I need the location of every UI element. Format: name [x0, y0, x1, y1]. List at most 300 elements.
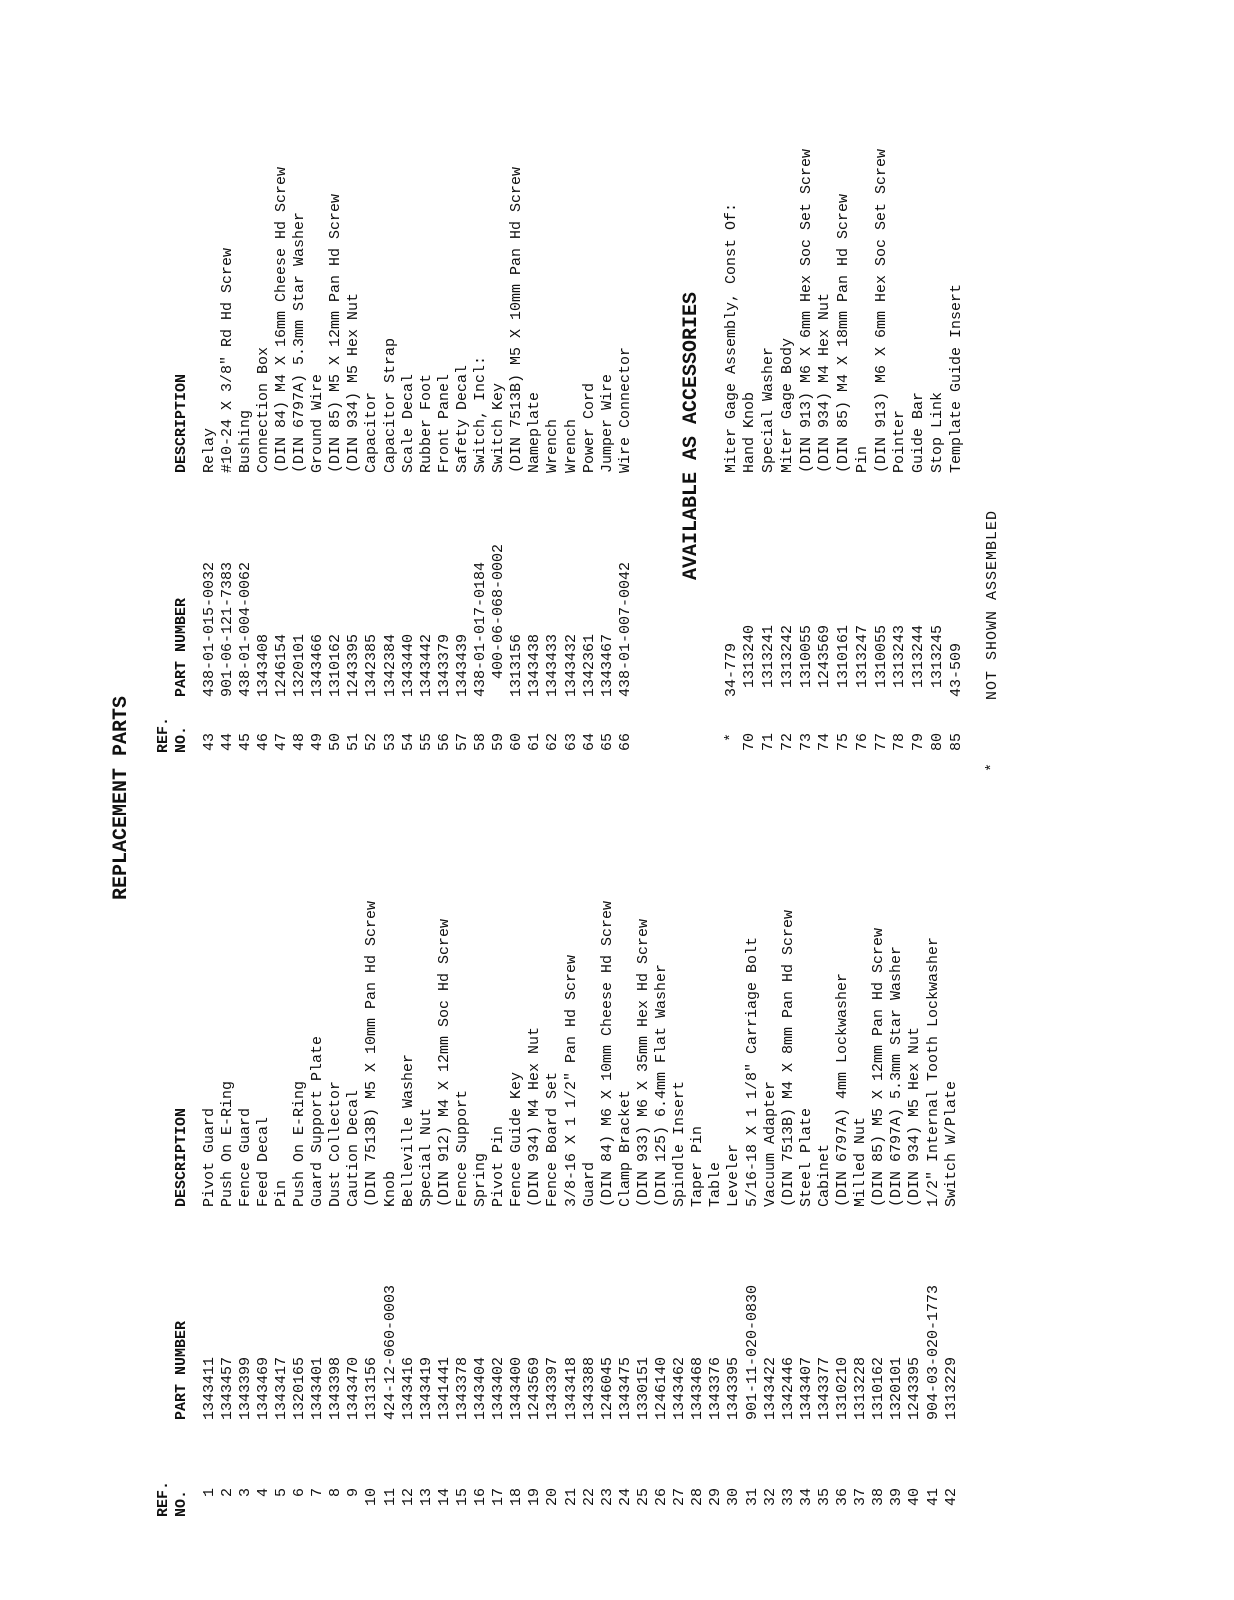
ref-number-text: 77 [872, 733, 890, 752]
ref-number-text: 61 [526, 733, 544, 752]
ref-number-text: 26 [653, 1488, 671, 1507]
part-number [273, 634, 291, 697]
part-number-text: 1343468 [689, 1356, 707, 1420]
part-number-text: 1243395 [906, 1356, 924, 1420]
ref-number [273, 733, 291, 793]
description-text: (DIN 125) 6.4mm Flat Washer [653, 963, 671, 1207]
description-text: Milled Nut [852, 1116, 870, 1207]
description-text: Spring [472, 1152, 490, 1207]
ref-number-text: 3 [236, 1488, 254, 1498]
ref-number-text: 6 [291, 1488, 309, 1498]
ref-number-text: 21 [562, 1488, 580, 1507]
ref-number-text: 54 [399, 733, 417, 752]
part-number [892, 625, 910, 697]
part-number [328, 634, 346, 697]
description-text: Fence Guide Key [508, 1071, 526, 1207]
table-row [779, 0, 797, 1600]
table-row [798, 0, 816, 1600]
table-row [454, 0, 472, 1600]
part-number-text: 1343422 [761, 1356, 779, 1420]
ref-number-text: 70 [741, 733, 759, 752]
ref-number [237, 733, 255, 793]
ref-number [364, 733, 382, 793]
table-row [761, 0, 779, 1600]
header-text: REF. [155, 716, 172, 753]
description-text: Hand Knob [741, 391, 759, 473]
description-text: Special Washer [760, 346, 778, 473]
ref-number [346, 733, 364, 793]
description-text: Miter Gage Body [778, 337, 796, 473]
ref-number [635, 1488, 653, 1548]
part-number-text: 1310210 [834, 1356, 852, 1420]
description [911, 392, 929, 473]
part-number-text: 1313156 [508, 633, 526, 697]
part-number-text: 1343419 [417, 1356, 435, 1420]
part-number [545, 634, 563, 697]
table-row [929, 0, 947, 1600]
description-text: Nameplate [526, 391, 544, 473]
description-text: #10-24 X 3/8" Rd Hd Screw [218, 247, 236, 473]
part-number-text: 438-01-007-0042 [616, 561, 634, 697]
part-number-text: 1343407 [797, 1356, 815, 1420]
description-text: Special Nut [417, 1107, 435, 1207]
part-number-text: 34-779 [722, 642, 740, 697]
ref-number [292, 733, 310, 793]
ref-number [873, 733, 891, 793]
part-number-text: 1343397 [544, 1356, 562, 1420]
description-text: (DIN 7513B) M5 X 10mm Pan Hd Screw [363, 900, 381, 1207]
ref-number-text: 14 [435, 1488, 453, 1507]
description-text: Switch W/Plate [942, 1080, 960, 1207]
part-number-text: 901-11-020-0830 [743, 1284, 761, 1420]
table-row [219, 0, 237, 1600]
ref-number-text: 58 [472, 733, 490, 752]
part-number-text: 1343439 [453, 633, 471, 697]
part-number-text: 1313228 [852, 1356, 870, 1420]
footnote-marker [985, 763, 1000, 772]
description-text: Miter Gage Assembly, Const Of: [722, 202, 740, 473]
ref-number [599, 733, 617, 793]
part-number [635, 1357, 653, 1420]
part-number-text: 1313229 [942, 1356, 960, 1420]
part-number-text: 1343467 [598, 633, 616, 697]
page-title [112, 696, 132, 900]
ref-number-text: 64 [580, 733, 598, 752]
ref-number [929, 733, 947, 793]
part-number-text: 1310161 [835, 624, 853, 688]
ref-number [509, 733, 527, 793]
table-row [473, 0, 491, 1600]
ref-number [672, 1488, 690, 1548]
part-number-text: 1343433 [544, 633, 562, 697]
ref-number-text: 22 [580, 1488, 598, 1507]
part-number [654, 1357, 672, 1420]
ref-number-text: 74 [816, 733, 834, 752]
ref-number-text: 50 [327, 733, 345, 752]
ref-number-text: 75 [835, 733, 853, 752]
part-number [418, 634, 436, 697]
ref-number-text: 49 [309, 733, 327, 752]
ref-number [219, 733, 237, 793]
description [563, 419, 581, 473]
part-number-text: 1246154 [272, 633, 290, 697]
part-number [599, 634, 617, 697]
accessories-title-text: AVAILABLE AS ACCESSORIES [680, 291, 703, 580]
part-number [310, 634, 328, 697]
ref-number [817, 733, 835, 793]
ref-number-text: 7 [309, 1488, 327, 1498]
description-text: Pivot Guard [200, 1107, 218, 1207]
part-number-text: 438-01-004-0062 [236, 561, 254, 697]
ref-number [418, 733, 436, 793]
ref-number-text: 71 [760, 733, 778, 752]
header-text: DESCRIPTION [173, 373, 190, 473]
description-text: Wrench [544, 418, 562, 473]
description-header-right [174, 374, 189, 473]
description [654, 964, 672, 1207]
part-number-text: 1313241 [760, 624, 778, 688]
ref-number [690, 1488, 708, 1548]
description-text: Belleville Washer [399, 1053, 417, 1207]
ref-number [473, 733, 491, 793]
table-row [328, 0, 346, 1600]
description-text: Wire Connector [616, 346, 634, 473]
description-text: (DIN 933) M6 X 35mm Hex Hd Screw [634, 918, 652, 1207]
description [836, 194, 854, 473]
table-row [545, 0, 563, 1600]
table-row [273, 0, 291, 1600]
part-number [581, 634, 599, 697]
description-text: (DIN 6797A) 5.3mm Star Washer [888, 945, 906, 1207]
part-number-text: 1343432 [562, 633, 580, 697]
description [201, 428, 219, 473]
part-number-text: 1343402 [490, 1356, 508, 1420]
description-text: (DIN 85) M5 X 12mm Pan Hd Screw [870, 927, 888, 1207]
part-number-text: 1320165 [291, 1356, 309, 1420]
description [473, 356, 491, 473]
part-number [400, 634, 418, 697]
ref-number [400, 733, 418, 793]
description-text: Scale Decal [399, 373, 417, 473]
footnote-text [985, 510, 1000, 700]
description-text: (DIN 6797A) 5.3mm Star Washer [291, 211, 309, 473]
description-text: (DIN 85) M5 X 12mm Pan Hd Screw [327, 193, 345, 473]
part-number-text: 1342384 [381, 633, 399, 697]
description [382, 338, 400, 473]
description [292, 212, 310, 473]
ref-number [310, 733, 328, 793]
part-number [382, 634, 400, 697]
description-text: Knob [381, 1170, 399, 1207]
ref-number-text: 59 [490, 733, 508, 752]
ref-number-text: 65 [598, 733, 616, 752]
description-text: Dust Collector [327, 1080, 345, 1207]
part-number-text: 1343376 [707, 1356, 725, 1420]
description-text: Wrench [562, 418, 580, 473]
part-number-text: 400-06-068-0002 [490, 543, 508, 679]
ref-number-text: 13 [417, 1488, 435, 1507]
table-row [854, 0, 872, 1600]
ref-number [854, 733, 872, 793]
part-number [690, 1357, 708, 1420]
description-text: Connection Box [254, 346, 272, 473]
part-number-text: 901-06-121-7383 [218, 561, 236, 697]
table-row [911, 0, 929, 1600]
part-number-text: 1343466 [309, 633, 327, 697]
description-text: (DIN 7513B) M5 X 10mm Pan Hd Screw [508, 166, 526, 473]
header-text: PART NUMBER [173, 597, 190, 697]
description-text: Pointer [891, 409, 909, 473]
part-number [436, 634, 454, 697]
part-number-text: 1246045 [598, 1356, 616, 1420]
ref-number [948, 733, 966, 793]
table-row [654, 0, 672, 1600]
part-number [364, 634, 382, 697]
ref-number [545, 733, 563, 793]
part-number-text: 1343400 [508, 1356, 526, 1420]
part-number-text: 1343378 [453, 1356, 471, 1420]
accessories-title [682, 292, 702, 580]
ref-number-text: 25 [634, 1488, 652, 1507]
description-text: Pin [853, 445, 871, 473]
description [635, 919, 653, 1207]
description [400, 374, 418, 473]
description-text: (DIN 913) M6 X 6mm Hex Soc Set Screw [872, 148, 890, 473]
table-row [948, 0, 966, 1600]
part-number-text: 1343475 [616, 1356, 634, 1420]
part-number-text: 1313242 [778, 624, 796, 688]
part-number [617, 562, 635, 697]
description-text: (DIN 912) M4 X 12mm Soc Hd Screw [435, 918, 453, 1207]
ref-number-text: 44 [218, 733, 236, 752]
description [779, 338, 797, 473]
ref-number-text: 72 [778, 733, 796, 752]
ref-number-text: 23 [598, 1488, 616, 1507]
description [545, 419, 563, 473]
ref-number [911, 733, 929, 793]
description-text: Caution Decal [345, 1089, 363, 1207]
description-text: Steel Plate [797, 1107, 815, 1207]
table-row [690, 0, 708, 1600]
ref-number-text: 78 [891, 733, 909, 752]
part-number-text: 1313244 [910, 624, 928, 688]
part-number [292, 634, 310, 697]
ref-number-text: 60 [508, 733, 526, 752]
table-row [292, 0, 310, 1600]
ref-number-text: 4 [254, 1488, 272, 1498]
description-text: Stop Link [928, 391, 946, 473]
ref-no-header-line1-right [156, 717, 171, 753]
table-row [836, 0, 854, 1600]
part-number-text: 1243569 [816, 624, 834, 688]
description-text: Switch, Incl: [472, 355, 490, 473]
part-number-text: 1313240 [741, 624, 759, 688]
table-row [581, 0, 599, 1600]
ref-number-text: 42 [942, 1488, 960, 1507]
part-number-header-right [174, 598, 189, 697]
description-text: Template Guide Insert [947, 283, 965, 473]
part-number [817, 625, 835, 697]
ref-number-text: 18 [508, 1488, 526, 1507]
description-text: Pin [272, 1179, 290, 1207]
description-text: Switch Key [490, 382, 508, 473]
description-text: Fence Support [453, 1089, 471, 1207]
part-number-text: 1343418 [562, 1356, 580, 1420]
description [798, 149, 816, 473]
ref-number-text: 36 [834, 1488, 852, 1507]
description-text: Taper Pin [689, 1125, 707, 1207]
ref-number [617, 733, 635, 793]
part-number-text: 1343440 [399, 633, 417, 697]
part-number [911, 625, 929, 697]
footnote-text-value: NOT SHOWN ASSEMBLED [984, 509, 1001, 700]
part-number-text: 1310055 [872, 624, 890, 688]
description [273, 167, 291, 473]
part-number [723, 643, 741, 697]
part-number-text: 1342446 [779, 1356, 797, 1420]
table-row [527, 0, 545, 1600]
part-number [854, 625, 872, 697]
description-text: 3/8-16 X 1 1/2" Pan Hd Screw [562, 954, 580, 1207]
description-text: Rubber Foot [417, 373, 435, 473]
part-number [948, 643, 966, 697]
ref-number-text: 35 [815, 1488, 833, 1507]
ref-number [798, 733, 816, 793]
description [364, 392, 382, 473]
description-text: Table [707, 1161, 725, 1207]
table-row [635, 0, 653, 1600]
description [742, 392, 760, 473]
part-number-text: 1342361 [580, 633, 598, 697]
ref-no-header-line2 [174, 1490, 189, 1517]
description-text: Fence Board Set [544, 1071, 562, 1207]
part-number [836, 625, 854, 697]
ref-number-text: 9 [345, 1488, 363, 1498]
ref-number-text: 43 [200, 733, 218, 752]
part-number [237, 562, 255, 697]
part-number-text: 1341441 [435, 1356, 453, 1420]
part-number [219, 562, 237, 697]
ref-number-text: 32 [761, 1488, 779, 1507]
ref-number-text: * [722, 733, 740, 743]
table-row [617, 0, 635, 1600]
ref-number-text: 30 [725, 1488, 743, 1507]
part-number-text: 1343404 [472, 1356, 490, 1420]
header-text: NO. [173, 725, 190, 753]
ref-number-text: 33 [779, 1488, 797, 1507]
description-text: Feed Decal [254, 1116, 272, 1207]
description [599, 374, 617, 473]
description [948, 284, 966, 473]
ref-number-text: 34 [797, 1488, 815, 1507]
description-text: 1/2" Internal Tooth Lockwasher [924, 936, 942, 1207]
ref-number-text: 16 [472, 1488, 490, 1507]
ref-number [779, 733, 797, 793]
ref-number-text: 8 [327, 1488, 345, 1498]
part-number-text: 1313245 [928, 624, 946, 688]
table-row [742, 0, 760, 1600]
description-text: (DIN 934) M4 Hex Nut [816, 292, 834, 473]
ref-number-text: 53 [381, 733, 399, 752]
ref-number-text: 85 [947, 733, 965, 752]
part-number-text: 1310055 [797, 624, 815, 688]
description-text: Guard [580, 1161, 598, 1207]
description [237, 410, 255, 473]
ref-no-header-line1 [156, 1481, 171, 1517]
part-number [873, 625, 891, 697]
ref-number [836, 733, 854, 793]
table-row [346, 0, 364, 1600]
part-number-text: 438-01-017-0184 [472, 561, 490, 697]
table-row [672, 0, 690, 1600]
description-text: Guide Bar [910, 391, 928, 473]
part-number-text: 1343462 [671, 1356, 689, 1420]
ref-number [382, 733, 400, 793]
part-number-text: 1343408 [254, 633, 272, 697]
ref-number-text: 62 [544, 733, 562, 752]
header-text: NO. [173, 1489, 190, 1517]
description [310, 374, 328, 473]
ref-number-text: 63 [562, 733, 580, 752]
ref-no-header-line2-right [174, 726, 189, 753]
table-row [364, 0, 382, 1600]
ref-number-text: 79 [910, 733, 928, 752]
part-number [454, 634, 472, 697]
description-text: (DIN 85) M4 X 18mm Pan Hd Screw [835, 193, 853, 473]
part-number-text: 1243569 [526, 1356, 544, 1420]
part-number-text: 1343401 [309, 1356, 327, 1420]
ref-number [723, 733, 741, 793]
ref-number [654, 1488, 672, 1548]
ref-number-text: 37 [852, 1488, 870, 1507]
part-number-text: 1343417 [272, 1356, 290, 1420]
table-row [382, 0, 400, 1600]
ref-number [328, 733, 346, 793]
table-row [436, 0, 454, 1600]
description-text: Push On E-Ring [218, 1080, 236, 1207]
description-text: (DIN 84) M4 X 16mm Cheese Hd Screw [272, 166, 290, 473]
description-text: (DIN 934) M4 Hex Nut [526, 1026, 544, 1207]
description-text: (DIN 934) M5 Hex Nut [345, 292, 363, 473]
description-header [174, 1108, 189, 1207]
description-text: Vacuum Adapter [761, 1080, 779, 1207]
description-text: (DIN 7513B) M4 X 8mm Pan Hd Screw [779, 909, 797, 1207]
header-text: DESCRIPTION [173, 1107, 190, 1207]
ref-number-text: 41 [924, 1488, 942, 1507]
part-number-text: 1343469 [254, 1356, 272, 1420]
ref-number-text: 24 [616, 1488, 634, 1507]
ref-number-text: 76 [853, 733, 871, 752]
description [219, 248, 237, 473]
description [491, 383, 509, 473]
part-number-text: 1310162 [870, 1356, 888, 1420]
ref-number-text: 38 [870, 1488, 888, 1507]
description-text: Spindle Insert [671, 1080, 689, 1207]
header-text: REF. [155, 1480, 172, 1517]
description-text: Relay [200, 427, 218, 473]
description [436, 374, 454, 473]
table-row [310, 0, 328, 1600]
table-row [870, 0, 891, 1600]
ref-number [742, 733, 760, 793]
description [854, 446, 872, 473]
ref-number-text: 47 [272, 733, 290, 752]
table-row [400, 0, 418, 1600]
description [581, 383, 599, 473]
description-text: Front Panel [435, 373, 453, 473]
part-number-text: 1313243 [891, 624, 909, 688]
description [346, 293, 364, 473]
